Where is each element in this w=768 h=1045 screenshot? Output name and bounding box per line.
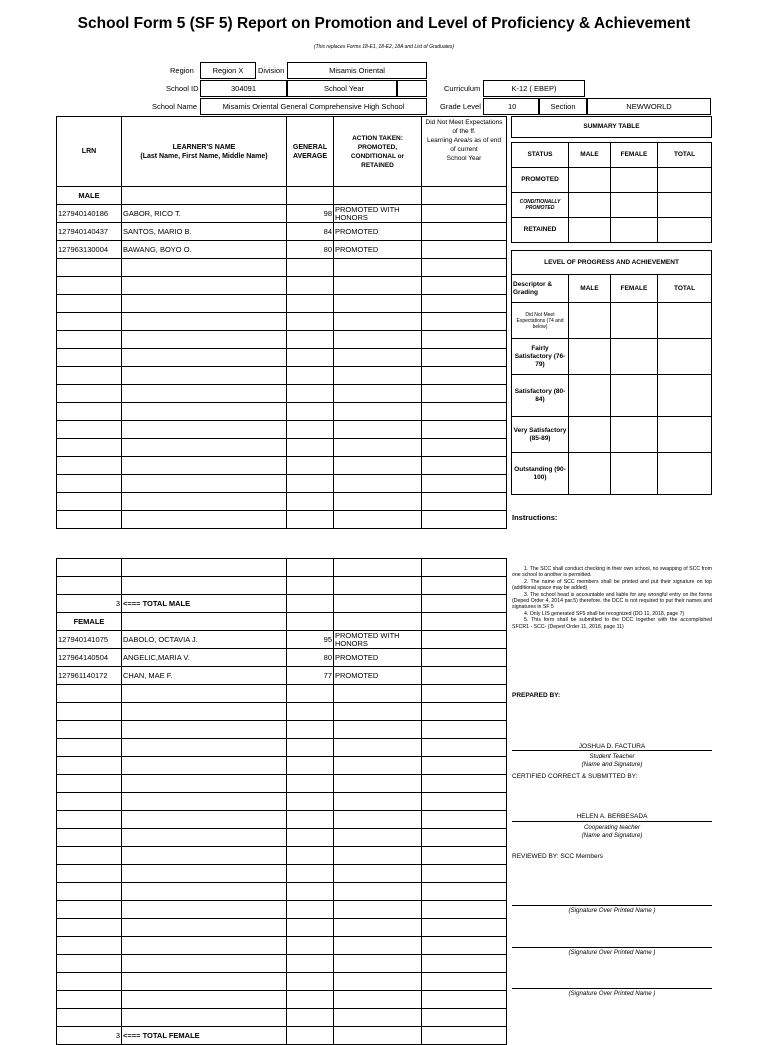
blank-row[interactable]	[57, 295, 507, 313]
table-row[interactable]	[57, 649, 507, 667]
male-header: MALE	[569, 275, 611, 303]
blank-row[interactable]	[57, 457, 507, 475]
lrn-cell: 127940141075	[57, 631, 122, 649]
total-male-label: <=== TOTAL MALE	[122, 595, 287, 613]
scc-signature-line[interactable]	[512, 988, 712, 989]
learners-table-page-1	[56, 116, 507, 529]
average-cell: 98	[287, 205, 334, 223]
section-label: Section	[539, 98, 587, 115]
scc-signature-caption: (Signature Over Printed Name )	[568, 907, 656, 914]
blank-row[interactable]	[57, 937, 507, 955]
action-cell: PROMOTED	[334, 223, 422, 241]
name-header: LEARNER'S NAME (Last Name, First Name, Middle Name)	[122, 117, 287, 187]
instruction-item: 5. This form shall be submitted to the DCC together with the accomplished SFCR1 - SCC- (Deped Order 11, 2018, page 11)	[512, 617, 712, 630]
division-field[interactable]: Misamis Oriental	[287, 62, 427, 79]
action-cell: PROMOTED	[334, 649, 422, 667]
certified-role: Cooperating teacher	[583, 824, 641, 831]
blank-row[interactable]	[57, 385, 507, 403]
blank-row[interactable]	[57, 793, 507, 811]
curriculum-label: Curriculum	[444, 84, 481, 93]
blank-row[interactable]	[57, 685, 507, 703]
blank-row[interactable]	[57, 277, 507, 295]
female-header: FEMALE	[611, 275, 658, 303]
blank-row[interactable]	[57, 439, 507, 457]
blank-row[interactable]	[57, 313, 507, 331]
instruction-item: 4. Only LIS generated SF5 shall be recognized (DO 11, 2018, page 7)	[524, 610, 685, 617]
school-id-field[interactable]: 304091	[200, 80, 287, 97]
lrn-cell: 127964140504	[57, 649, 122, 667]
lrn-cell: 127963130004	[57, 241, 122, 259]
blank-row[interactable]	[57, 493, 507, 511]
certified-name: HELEN A. BERBESADA	[576, 813, 648, 820]
prepared-sub: (Name and Signature)	[581, 761, 643, 768]
certified-label: CERTIFIED CORRECT & SUBMITTED BY:	[512, 773, 638, 780]
table-row[interactable]	[57, 241, 507, 259]
descriptor-label: Very Satisfactory (85-89)	[512, 417, 569, 453]
male-header: MALE	[569, 143, 611, 168]
conditional-label: CONDITIONALLY PROMOTED	[512, 193, 569, 218]
retained-label: RETAINED	[512, 218, 569, 243]
instruction-item: 3. The school head is accountable and liable for any wrongful entry on the forms (Deped Order 4, 2014 par.5) therefore, the DCC is not required to put their names and signatures in SF 5	[512, 591, 712, 611]
blank-row[interactable]	[57, 331, 507, 349]
school-name-label: School Name	[152, 102, 198, 111]
female-header: FEMALE	[611, 143, 658, 168]
blank-row[interactable]	[57, 991, 507, 1009]
table-row[interactable]	[57, 223, 507, 241]
descriptor-header: Descriptor & Grading	[512, 275, 569, 303]
blank-row[interactable]	[57, 757, 507, 775]
scc-signature-caption: (Signature Over Printed Name )	[568, 990, 656, 997]
average-cell: 95	[287, 631, 334, 649]
total-female-label: <=== TOTAL FEMALE	[122, 1027, 287, 1045]
certified-signature-line[interactable]	[512, 821, 712, 822]
action-cell: PROMOTED WITH HONORS	[334, 205, 422, 223]
lrn-cell: 127961140172	[57, 667, 122, 685]
promoted-label: PROMOTED	[512, 168, 569, 193]
school-name-field[interactable]: Misamis Oriental General Comprehensive High School	[200, 98, 427, 115]
descriptor-label: Fairly Satisfactory (76-79)	[512, 339, 569, 375]
blank-row[interactable]	[57, 865, 507, 883]
summary-table	[511, 116, 712, 243]
table-row[interactable]	[57, 631, 507, 649]
blank-row[interactable]	[57, 739, 507, 757]
blank-row[interactable]	[57, 421, 507, 439]
name-cell: DABOLO, OCTAVIA J.	[122, 631, 287, 649]
blank-row[interactable]	[57, 475, 507, 493]
blank-row[interactable]	[57, 829, 507, 847]
instruction-item: 1. The SCC shall conduct checking in their own school, no swapping of SCC from one school to another is permitted.	[512, 566, 712, 579]
total-header: TOTAL	[658, 143, 712, 168]
page-title: School Form 5 (SF 5) Report on Promotion and Level of Proficiency & Achievement	[77, 15, 691, 32]
action-cell: PROMOTED WITH HONORS	[334, 631, 422, 649]
status-header: STATUS	[512, 143, 569, 168]
name-cell: GABOR, RICO T.	[122, 205, 287, 223]
blank-row[interactable]	[57, 883, 507, 901]
prepared-by-label: PREPARED BY:	[512, 692, 561, 699]
action-cell: PROMOTED	[334, 241, 422, 259]
school-id-label: School ID	[166, 84, 199, 93]
certified-sub: (Name and Signature)	[581, 832, 643, 839]
action-cell: PROMOTED	[334, 667, 422, 685]
curriculum-field[interactable]: K-12 ( EBEP)	[483, 80, 585, 97]
region-label: Region	[170, 66, 194, 75]
blank-row[interactable]	[57, 811, 507, 829]
blank-row[interactable]	[57, 919, 507, 937]
name-cell: BAWANG, BOYO O.	[122, 241, 287, 259]
not-met-header: Did Not Meet Expectations of the ff. Learning Area/s as of end of current School Year	[422, 117, 507, 187]
blank-row[interactable]	[57, 955, 507, 973]
grade-level-label: Grade Level	[440, 102, 481, 111]
school-year-label: School Year	[287, 80, 397, 97]
page-subtitle: (This replaces Forms 18-E1, 18-E2, 18A and List of Graduates)	[313, 44, 455, 50]
lrn-cell: 127940140186	[57, 205, 122, 223]
name-cell: CHAN, MAE F.	[122, 667, 287, 685]
summary-title: SUMMARY TABLE	[512, 117, 712, 138]
blank-row[interactable]	[57, 901, 507, 919]
average-cell: 80	[287, 649, 334, 667]
progress-table	[511, 250, 712, 495]
female-section-label: FEMALE	[57, 613, 122, 631]
instructions-list	[512, 566, 712, 630]
blank-row[interactable]	[57, 259, 507, 277]
descriptor-label: Outstanding (90-100)	[512, 453, 569, 495]
average-cell: 77	[287, 667, 334, 685]
table-row[interactable]	[57, 667, 507, 685]
descriptor-label: Did Not Meet Expectations (74 and below)	[512, 303, 569, 339]
division-label: Division	[258, 66, 285, 75]
prepared-name: JOSHUA D. FACTURA	[578, 743, 646, 750]
name-cell: ANGELIC,MARIA V.	[122, 649, 287, 667]
average-header: GENERAL AVERAGE	[287, 117, 334, 187]
blank-row[interactable]	[57, 775, 507, 793]
table-row[interactable]	[57, 205, 507, 223]
blank-row[interactable]	[57, 721, 507, 739]
instructions-title: Instructions:	[512, 513, 558, 522]
reviewed-label: REVIEWED BY: SCC Members	[512, 853, 604, 860]
school-year-field[interactable]	[397, 80, 427, 97]
total-header: TOTAL	[658, 275, 712, 303]
blank-row[interactable]	[57, 349, 507, 367]
section-field[interactable]: NEWWORLD	[587, 98, 711, 115]
progress-title: LEVEL OF PROGRESS AND ACHIEVEMENT	[512, 251, 712, 275]
instruction-item: 2. The name of SCC members shall be printed and put their signature on top (additional space may be added)	[512, 578, 712, 592]
name-cell: SANTOS, MARIO B.	[122, 223, 287, 241]
average-cell: 84	[287, 223, 334, 241]
lrn-header: LRN	[57, 117, 122, 187]
scc-signature-caption: (Signature Over Printed Name )	[568, 949, 656, 956]
scc-signature-line[interactable]	[512, 947, 712, 948]
total-male-count: 3	[57, 595, 122, 613]
blank-row[interactable]	[57, 703, 507, 721]
prepared-role: Student Teacher	[589, 753, 635, 760]
blank-row[interactable]	[57, 847, 507, 865]
male-section-label: MALE	[57, 187, 122, 205]
action-header: ACTION TAKEN: PROMOTED, CONDITIONAL or RETAINED	[334, 117, 422, 187]
total-female-count: 3	[57, 1027, 122, 1045]
grade-level-field[interactable]: 10	[483, 98, 539, 115]
lrn-cell: 127940140437	[57, 223, 122, 241]
blank-row[interactable]	[57, 367, 507, 385]
average-cell: 80	[287, 241, 334, 259]
prepared-signature-line[interactable]	[512, 750, 712, 751]
blank-row[interactable]	[57, 511, 507, 529]
region-field[interactable]: Region X	[200, 62, 256, 79]
learners-table-page-2	[56, 558, 507, 1045]
blank-row[interactable]	[57, 973, 507, 991]
scc-signature-line[interactable]	[512, 905, 712, 906]
blank-row[interactable]	[57, 403, 507, 421]
descriptor-label: Satisfactory (80-84)	[512, 375, 569, 417]
